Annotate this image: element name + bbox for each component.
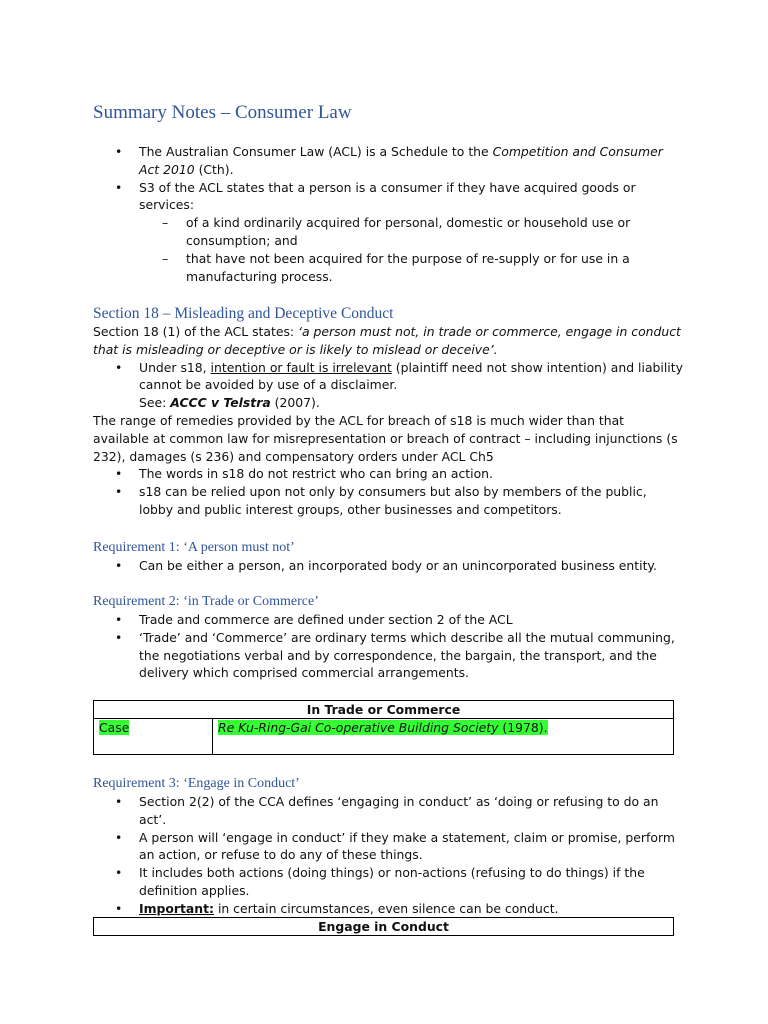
list-item: • s18 can be relied upon not only by consumers but also by members of the public, lobby and public interest groups, other businesses and competitors. (93, 483, 683, 519)
see-line: See: ACCC v Telstra (2007). (139, 395, 320, 411)
table-cell: Case (94, 719, 213, 755)
sub-list-item: – that have not been acquired for the purpose of re-supply or for use in a manufacturing process. (93, 250, 683, 286)
list-item: • Important: in certain circumstances, even silence can be conduct. (93, 900, 683, 918)
requirement-heading: Requirement 2: ‘in Trade or Commerce’ (93, 594, 319, 609)
list-item: • The Australian Consumer Law (ACL) is a Schedule to the Competition and Consumer Act 2010 (Cth). (93, 143, 683, 179)
table-cell: Re Ku-Ring-Gai Co-operative Building Society (1978). (213, 719, 674, 755)
list-item: • It includes both actions (doing things) or non-actions (refusing to do things) if the definition applies. (93, 864, 683, 900)
paragraph: Section 18 (1) of the ACL states: ‘a person must not, in trade or commerce, engage in conduct that is misleading or deceptive or is likely to mislead or deceive’. (93, 324, 681, 357)
list-item: • The words in s18 do not restrict who can bring an action. (93, 465, 683, 483)
intro-block (93, 143, 683, 285)
list-item: • Can be either a person, an incorporated body or an unincorporated business entity. (93, 557, 683, 575)
table-header: In Trade or Commerce (94, 701, 674, 719)
s18-block (93, 323, 683, 519)
table-header: Engage in Conduct (94, 918, 674, 936)
list-item: • Trade and commerce are defined under section 2 of the ACL (93, 611, 683, 629)
list-item: • ‘Trade’ and ‘Commerce’ are ordinary terms which describe all the mutual communing, the negotiations verbal and by correspondence, the bargain, the transport, and the delivery which comprised commercial arrangements. (93, 629, 683, 682)
list-item: • S3 of the ACL states that a person is a consumer if they have acquired goods or services: (93, 179, 683, 215)
page-title: Summary Notes – Consumer Law (93, 102, 352, 123)
req1-block (93, 557, 683, 575)
list-item: • A person will ‘engage in conduct’ if they make a statement, claim or promise, perform an action, or refuse to do any of these things. (93, 829, 683, 865)
section-heading: Section 18 – Misleading and Deceptive Conduct (93, 305, 394, 322)
requirement-heading: Requirement 3: ‘Engage in Conduct’ (93, 776, 300, 791)
list-item: • Section 2(2) of the CCA defines ‘engaging in conduct’ as ‘doing or refusing to do an act’. (93, 793, 683, 829)
list-item: • Under s18, intention or fault is irrelevant (plaintiff need not show intention) and liability cannot be avoided by use of a disclaimer. (93, 359, 683, 395)
engage-conduct-table (93, 917, 674, 936)
req2-block (93, 611, 683, 682)
sub-list-item: – of a kind ordinarily acquired for personal, domestic or household use or consumption; and (93, 214, 683, 250)
req3-block (93, 793, 683, 918)
paragraph: The range of remedies provided by the ACL for breach of s18 is much wider than that available at common law for misrepresentation or breach of contract – including injunctions (s 232), damages (s 236) and compensatory orders under ACL Ch5 (93, 412, 678, 464)
requirement-heading: Requirement 1: ‘A person must not’ (93, 540, 295, 555)
trade-commerce-table (93, 700, 674, 755)
